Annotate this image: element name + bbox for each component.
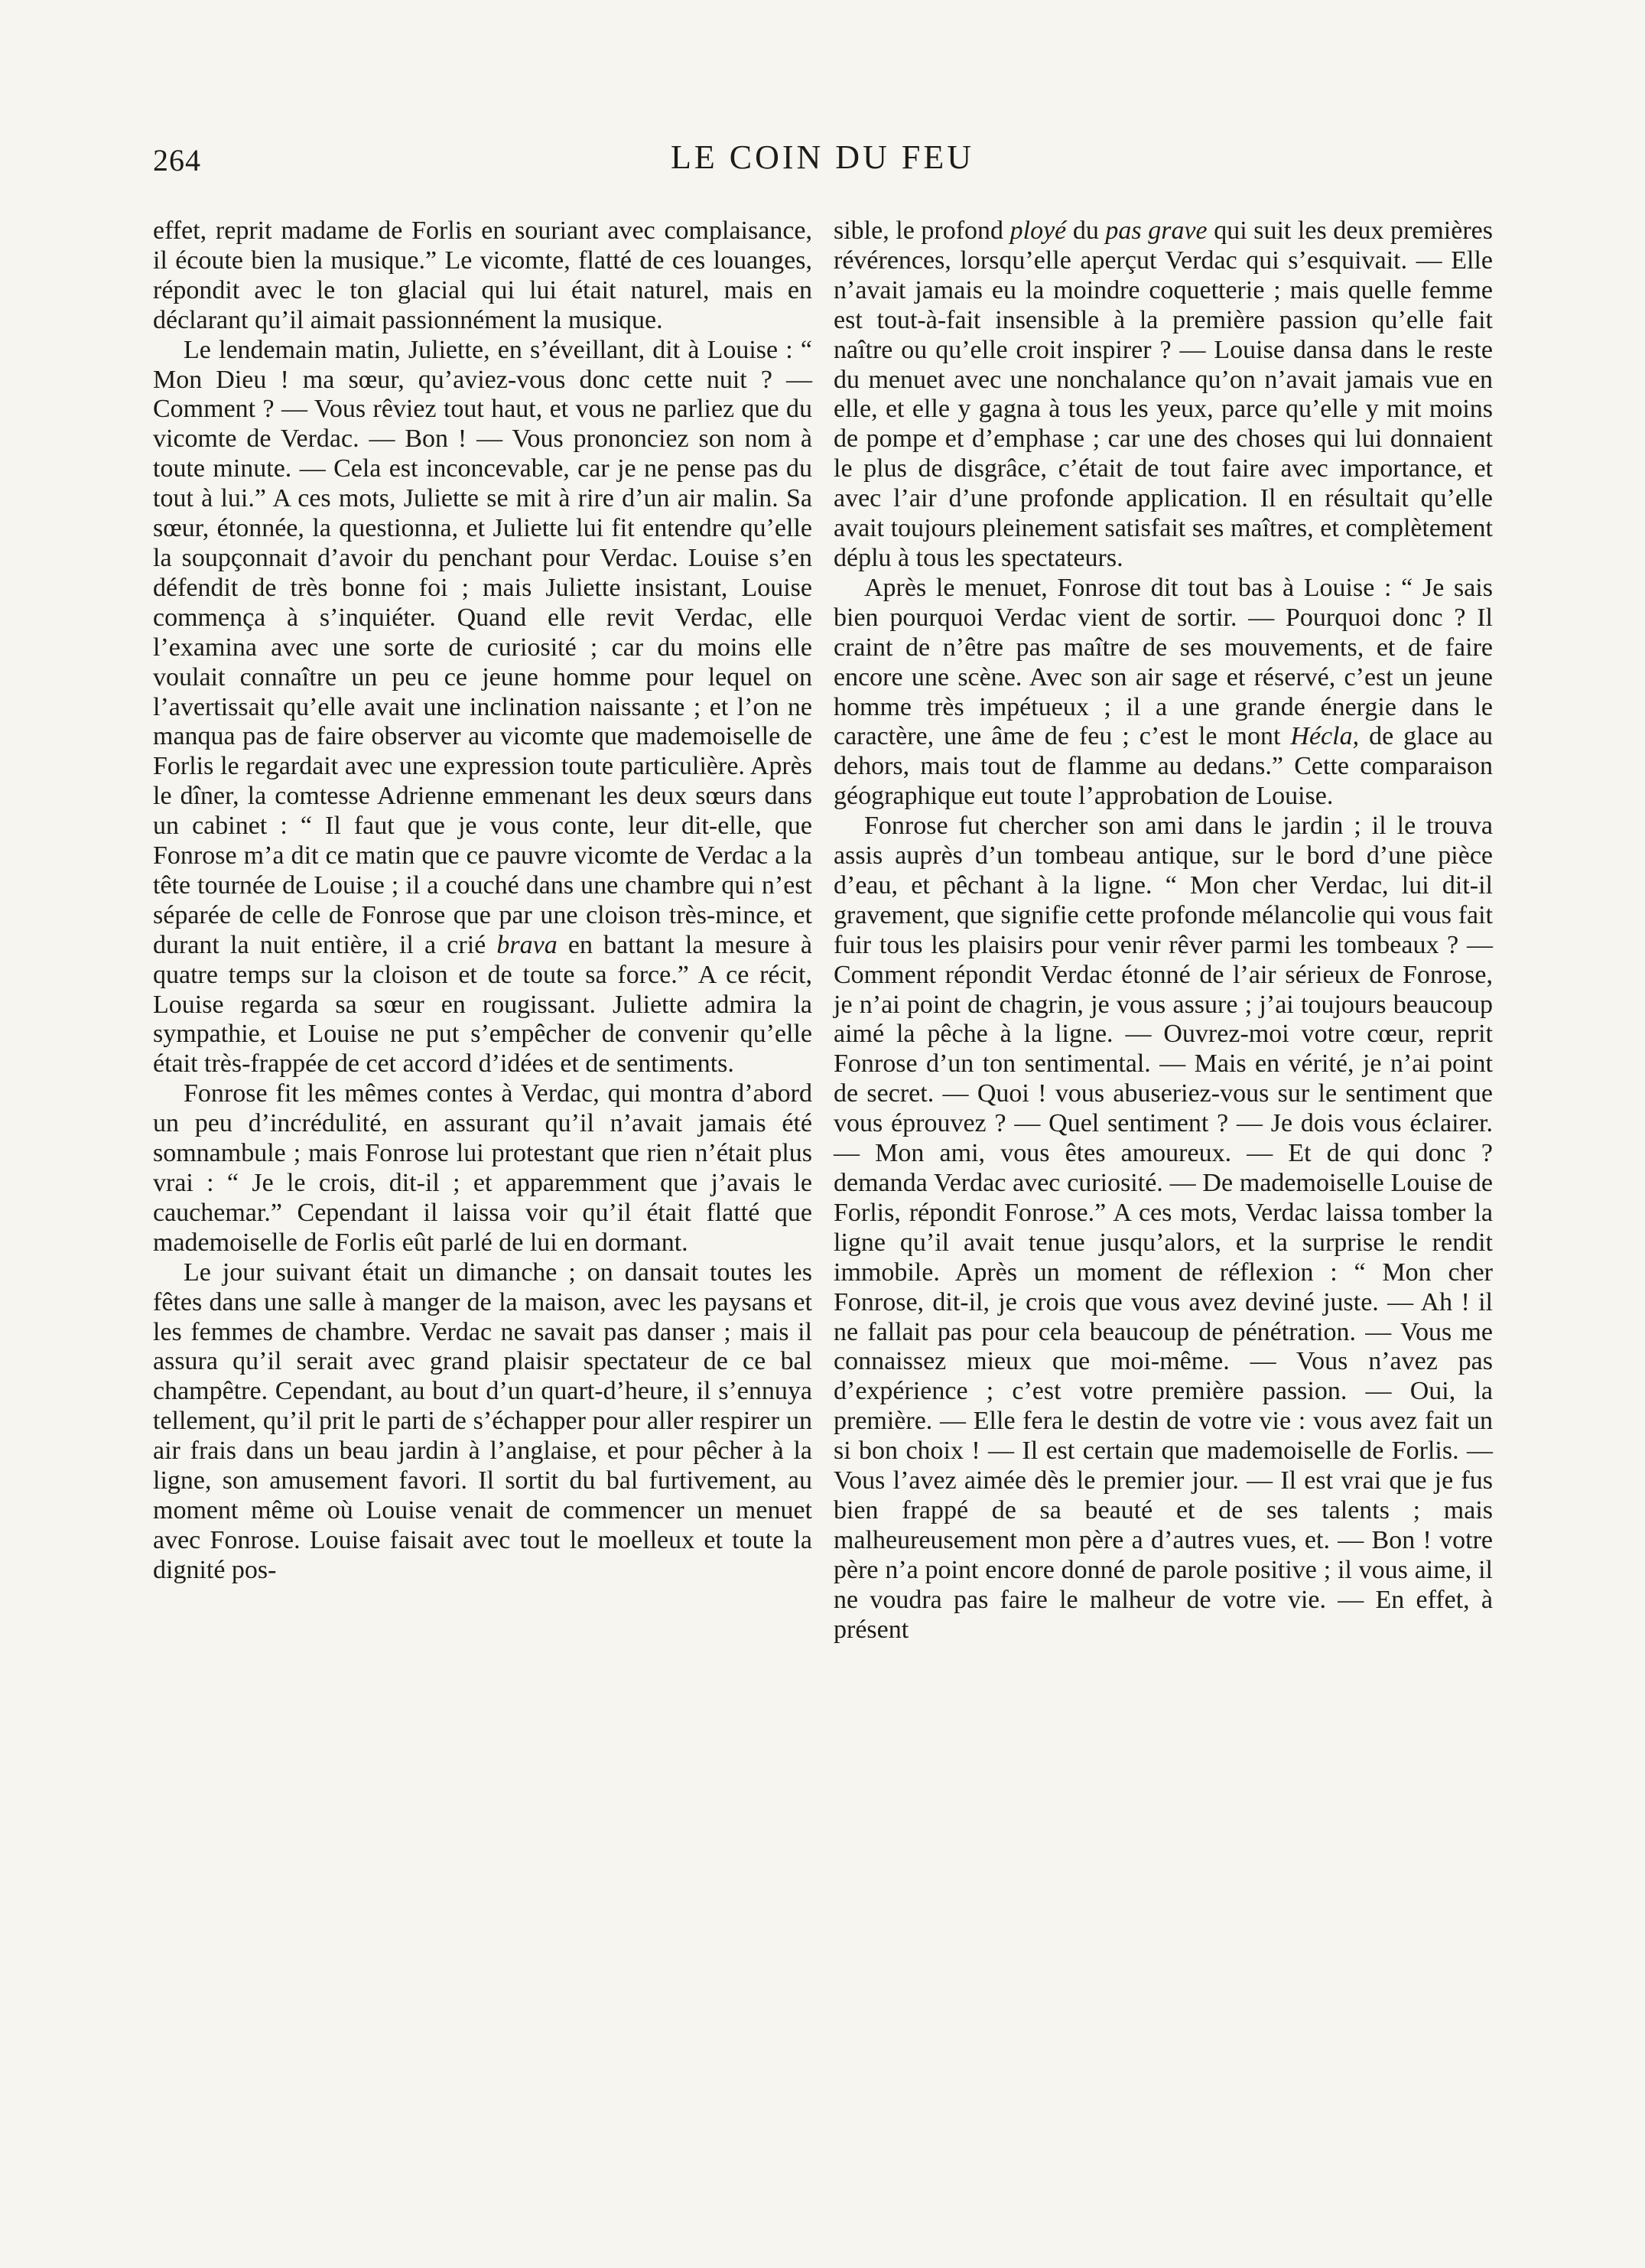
paragraph: Après le menuet, Fonrose dit tout bas à Louise : “ Je sais bien pourquoi Verdac vient de sortir. — Pourquoi donc ? Il craint de n’être pas maître de ses mouvements, et de faire encore une scène. Avec son air sage et réservé, c’est un jeune homme très impétueux ; il a une grande énergie dans le caractère, une âme de feu ; c’est le mont Hécla, de glace au dehors, mais tout de flamme au dedans.” Cette comparaison géographique eut toute l’approbation de Louise. — [834, 573, 1493, 811]
left-column — [153, 216, 812, 1586]
right-column — [834, 216, 1493, 1645]
paragraph: Le lendemain matin, Juliette, en s’éveillant, dit à Louise : “ Mon Dieu ! ma sœur, qu’aviez-vous donc cette nuit ? — Comment ? — Vous rêviez tout haut, et vous ne parliez que du vicomte de Verdac. — Bon ! — Vous prononciez son nom à toute minute. — Cela est inconcevable, car je ne pense pas du tout à lui.” A ces mots, Juliette se mit à rire d’un air malin. Sa sœur, étonnée, la questionna, et Juliette lui fit entendre qu’elle la soupçonnait d’avoir du penchant pour Verdac. Louise s’en défendit de très bonne foi ; mais Juliette insistant, Louise commença à s’inquiéter. Quand elle revit Verdac, elle l’examina avec une sorte de curiosité ; car du moins elle voulait connaître un peu ce jeune homme pour lequel on l’avertissait qu’elle avait une inclination naissante ; et l’on ne manqua pas de faire observer au vicomte que mademoiselle de Forlis le regardait avec une expression toute particulière. Après le dîner, la comtesse Adrienne emmenant les deux sœurs dans un cabinet : “ Il faut que je vous conte, leur dit-elle, que Fonrose m’a dit ce matin que ce pauvre vicomte de Verdac a la tête tournée de Louise ; il a couché dans une chambre qui n’est séparée de celle de Fonrose que par une cloison très-mince, et durant la nuit entière, il a crié brava en battant la mesure à quatre temps sur la cloison et de toute sa force.” A ce récit, Louise regarda sa sœur en rougissant. Juliette admira la sympathie, et Louise ne put s’empêcher de convenir qu’elle était très-frappée de cet accord d’idées et de sentiments. — [153, 335, 813, 1079]
italic-term: pas grave — [1105, 216, 1208, 245]
italic-term: ployé — [1009, 216, 1067, 245]
paragraph: Fonrose fut chercher son ami dans le jardin ; il le trouva assis auprès d’un tombeau antique, sur le bord d’une pièce d’eau, et pêchant à la ligne. “ Mon cher Verdac, lui dit-il gravement, que signifie cette profonde mélancolie qui vous fait fuir tous les plaisirs pour venir rêver parmi les tombeaux ? — Comment répondit Verdac étonné de l’air sérieux de Fonrose, je n’ai point de chagrin, je vous assure ; j’ai toujours beaucoup aimé la pêche à la ligne. — Ouvrez-moi votre cœur, reprit Fonrose d’un ton sentimental. — Mais en vérité, je n’ai point de secret. — Quoi ! vous abuseriez-vous sur le sentiment que vous éprouvez ? — Quel sentiment ? — Je dois vous éclairer. — Mon ami, vous êtes amoureux. — Et de qui donc ? demanda Verdac avec curiosité. — De mademoiselle Louise de Forlis, répondit Fonrose.” A ces mots, Verdac laissa tomber la ligne qu’il avait tenue jusqu’alors, et la surprise le rendit immobile. Après un moment de réflexion : “ Mon cher Fonrose, dit-il, je crois que vous avez deviné juste. — Ah ! il ne fallait pas pour cela beaucoup de pénétration. — Vous me connaissez mieux que moi-même. — Vous n’avez pas d’expérience ; c’est votre première passion. — Oui, la première. — Elle fera le destin de votre vie : vous avez fait un si bon choix ! — Il est certain que mademoiselle de Forlis. — Vous l’avez aimée dès le premier jour. — Il est vrai que je fus bien frappé de sa beauté et de ses talents ; mais malheureusement mon père a d’autres vues, et. — Bon ! votre père n’a point encore donné de parole positive ; il vous aime, il ne voudra pas faire le malheur de votre vie. — En effet, à présent — [834, 812, 1493, 1644]
paragraph: Le jour suivant était un dimanche ; on dansait toutes les fêtes dans une salle à manger de la maison, avec les paysans et les femmes de chambre. Verdac ne savait pas danser ; mais il assura qu’il serait avec grand plaisir spectateur de ce bal champêtre. Cependant, au bout d’un quart-d’heure, il s’ennuya tellement, qu’il prit le parti de s’échapper pour aller respirer un air frais dans un beau jardin à l’anglaise, et pour pêcher à la ligne, son amusement favori. Il sortit du bal furtivement, au moment même où Louise venait de commencer un menuet avec Fonrose. Louise faisait avec tout le moelleux et toute la dignité pos- — [153, 1258, 812, 1584]
italic-term: brava — [496, 930, 558, 959]
paragraph: effet, reprit madame de Forlis en souriant avec complaisance, il écoute bien la musique.” Le vicomte, flatté de ces louanges, répondit avec le ton glacial qui lui était naturel, mais en déclarant qu’il aimait passionnément la musique. — [153, 216, 812, 334]
running-title: LE COIN DU FEU — [671, 138, 974, 176]
page-number: 264 — [153, 143, 201, 177]
paragraph: sible, le profond ployé du pas grave qui suit les deux premières révérences, lorsqu’elle aperçut Verdac qui s’esquivait. — Elle n’avait jamais eu la moindre coquetterie ; mais quelle femme est tout-à-fait insensible à la première passion qu’elle fait naître ou qu’elle croit inspirer ? — Louise dansa dans le reste du menuet avec une nonchalance qu’on n’avait jamais vue en elle, et elle y gagna à tous les yeux, parce qu’elle y mit moins de pompe et d’emphase ; car une des choses qui lui donnaient le plus de disgrâce, c’était de tout faire avec importance, et avec l’air d’une profonde application. Il en résultait qu’elle avait toujours pleinement satisfait ses maîtres, et complètement déplu à tous les spectateurs. — [834, 216, 1493, 572]
italic-term: Hécla, — [1290, 722, 1360, 751]
paragraph: Fonrose fit les mêmes contes à Verdac, qui montra d’abord un peu d’incrédulité, en assurant qu’il n’avait jamais été somnambule ; mais Fonrose lui protestant que rien n’était plus vrai : “ Je le crois, dit-il ; et apparemment que j’avais le cauchemar.” Cependant il laissa voir qu’il était flatté que mademoiselle de Forlis eût parlé de lui en dormant. — [153, 1079, 812, 1257]
